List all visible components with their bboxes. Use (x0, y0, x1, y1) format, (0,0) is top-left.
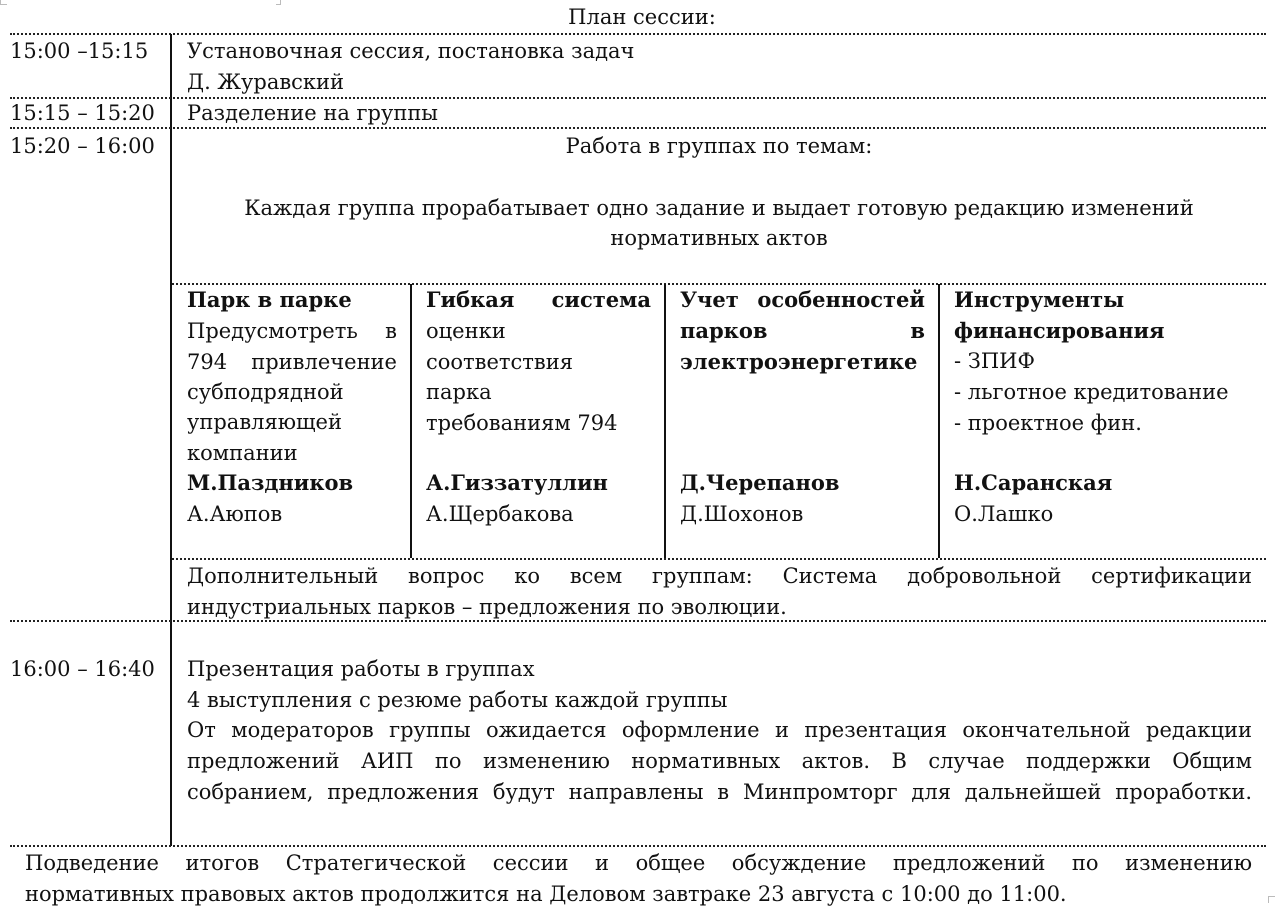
time-slot-3: 15:20 – 16:00 (10, 134, 155, 158)
extra-question-line-2: индустриальных парков – предложения по эволюции. (187, 595, 787, 619)
group-1-description-line: 794 привлечение (187, 350, 397, 374)
group-1-member: А.Аюпов (187, 502, 283, 526)
row-1-line-1: Установочная сессия, постановка задач (187, 39, 635, 63)
group-2-description-line: соответствия (426, 350, 573, 374)
crop-mark (1268, 896, 1275, 903)
group-2-description-line: парка (426, 380, 492, 404)
group-4-title-line: Инструменты (954, 287, 1125, 312)
row-4-line-1: Презентация работы в группах (187, 657, 535, 681)
group-4-title-line: финансирования (954, 318, 1165, 343)
group-2-description-line: оценки (426, 319, 506, 343)
group-4-description-line: - льготное кредитование (954, 380, 1229, 404)
divider (172, 558, 1266, 560)
row-4-line-3: От модераторов группы ожидается оформление и презентация окончательной редакции (187, 718, 1252, 742)
group-4-member: О.Лашко (954, 502, 1054, 526)
group-1-description-line: управляющей (187, 410, 342, 434)
group-column-divider (938, 284, 940, 558)
group-3-member: Д.Шохонов (680, 502, 804, 526)
time-slot-4: 16:00 – 16:40 (10, 657, 155, 681)
group-4-description-line: - ЗПИФ (954, 349, 1035, 373)
row-4-line-5: собранием, предложения будут направлены в Минпромторг для дальнейшей проработки. (187, 780, 1252, 804)
divider (10, 127, 1266, 129)
group-3-title-line: парков в (680, 318, 925, 343)
footer-line-2: нормативных правовых актов продолжится на Деловом завтраке 23 августа с 10:00 до 11:00. (25, 882, 1067, 906)
group-2-title: Гибкая система (426, 287, 651, 312)
group-2-moderator: А.Гиззатуллин (426, 470, 608, 495)
divider (10, 845, 1266, 847)
group-3-title-line: Учет особенностей (680, 287, 925, 312)
group-column-divider (664, 284, 666, 558)
group-3-moderator: Д.Черепанов (680, 470, 840, 495)
group-1-description-line: компании (187, 441, 298, 465)
group-1-title: Парк в парке (187, 287, 352, 312)
group-3-title-line: электроэнергетике (680, 349, 918, 374)
group-4-moderator: Н.Саранская (954, 470, 1113, 495)
row-2-line-1: Разделение на группы (187, 101, 439, 125)
divider (10, 33, 1266, 35)
time-slot-1: 15:00 –15:15 (10, 39, 149, 63)
row-4-line-2: 4 выступления с резюме работы каждой группы (187, 688, 728, 712)
group-4-description-line: - проектное фин. (954, 411, 1142, 435)
page-title: План сессии: (568, 5, 716, 29)
row-4-line-4: предложений АИП по изменению нормативных актов. В случае поддержки Общим (187, 749, 1252, 773)
group-work-subheading-1: Каждая группа прорабатывает одно задание и выдает готовую редакцию изменений (244, 196, 1194, 220)
time-slot-2: 15:15 – 15:20 (10, 101, 155, 125)
group-work-subheading-2: нормативных актов (610, 226, 828, 250)
row-1-line-2: Д. Журавский (187, 70, 345, 94)
extra-question-line-1: Дополнительный вопрос ко всем группам: Система добровольной сертификации (187, 564, 1252, 588)
group-work-heading: Работа в группах по темам: (565, 134, 873, 158)
group-1-description-line: Предусмотреть в (187, 319, 397, 343)
footer-line-1: Подведение итогов Стратегической сессии и общее обсуждение предложений по изменению (25, 851, 1252, 875)
group-2-member: А.Щербакова (426, 502, 574, 526)
divider (10, 620, 1266, 622)
group-column-divider (410, 284, 412, 558)
group-2-description-line: требованиям 794 (426, 411, 618, 435)
group-1-moderator: М.Паздников (187, 470, 354, 495)
group-1-description-line: субподрядной (187, 380, 344, 404)
